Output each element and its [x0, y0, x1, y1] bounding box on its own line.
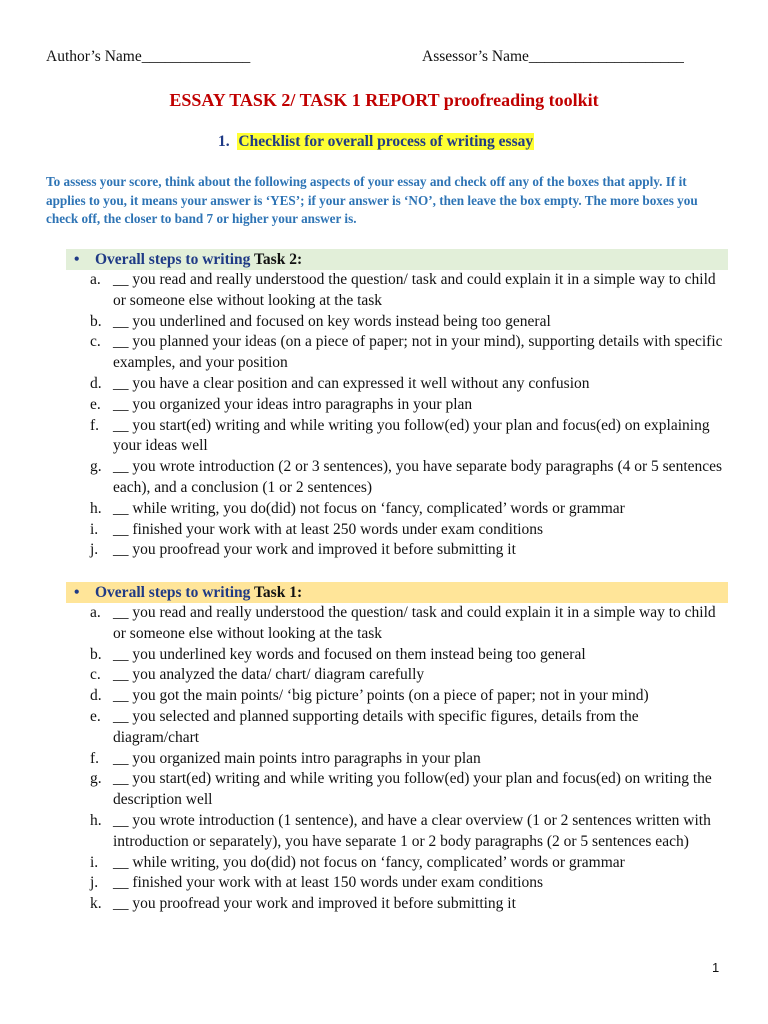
- intro-paragraph: To assess your score, think about the following aspects of your essay and check off any of the boxes that apply. If it applies to you, it means your answer is ‘YES’; if your answer is ‘NO’, then leave the box empty. The more boxes you check off, the closer to band 7 or higher your answer is.: [46, 174, 698, 226]
- checklist-item-text: __ finished your work with at least 150 words under exam conditions: [113, 874, 544, 892]
- bullet-icon: •: [74, 584, 80, 601]
- checklist-item-text: __ you underlined key words and focused on them instead being too general: [113, 645, 586, 663]
- checklist-item-letter: d.: [90, 374, 102, 392]
- checklist-item-letter: j.: [90, 874, 99, 892]
- checklist-item: [0, 395, 723, 416]
- checklist-item-letter: f.: [90, 416, 100, 434]
- checklist-item-letter: i.: [90, 853, 99, 871]
- checklist-item: [0, 811, 723, 853]
- checklist-item: [0, 270, 723, 312]
- checklist-item-text: __ you start(ed) writing and while writing you follow(ed) your plan and focus(ed) on writing the description well: [113, 770, 712, 809]
- checklist-item-letter: e.: [90, 707, 101, 725]
- checklist-item-letter: g.: [90, 770, 102, 788]
- checklist-item-letter: h.: [90, 811, 102, 829]
- checklist-item-letter: f.: [90, 749, 100, 767]
- task1-heading-band: [66, 582, 728, 603]
- checklist-item-letter: i.: [90, 520, 99, 538]
- checklist-item: [0, 312, 723, 333]
- checklist-item-letter: c.: [90, 666, 101, 684]
- checklist-item-letter: a.: [90, 271, 101, 288]
- task1-heading-task-name: Task 1:: [254, 584, 303, 601]
- checklist-item-letter: b.: [90, 312, 102, 330]
- checklist-item-text: __ you wrote introduction (1 sentence), and have a clear overview (1 or 2 sentences written with introduction or separately), you have separate 1 or 2 body paragraphs (2 or 5 sentences each): [113, 811, 711, 850]
- checklist-item: [0, 873, 723, 894]
- checklist-item-letter: j.: [90, 541, 99, 559]
- checklist-item: [0, 645, 723, 666]
- task2-checklist: [0, 270, 768, 561]
- checklist-item-text: __ you got the main points/ ‘big picture’ points (on a piece of paper; not in your mind): [113, 687, 649, 705]
- task2-heading-band: [66, 249, 728, 270]
- checklist-item: [0, 332, 723, 374]
- checklist-item: [0, 707, 723, 749]
- checklist-item-letter: a.: [90, 604, 101, 621]
- checklist-item: [0, 603, 723, 645]
- checklist-item-letter: e.: [90, 395, 101, 413]
- section-heading-text: Checklist for overall process of writing essay: [238, 133, 534, 150]
- page-number: 1: [712, 960, 720, 975]
- checklist-item-text: __ while writing, you do(did) not focus on ‘fancy, complicated’ words or grammar: [113, 499, 625, 517]
- checklist-item: [0, 520, 723, 541]
- checklist-item-text: __ you have a clear position and can expressed it well without any confusion: [113, 374, 590, 392]
- checklist-item-text: __ you analyzed the data/ chart/ diagram carefully: [113, 666, 425, 684]
- checklist-item-text: __ you proofread your work and improved it before submitting it: [113, 541, 516, 559]
- task1-checklist: [0, 603, 768, 915]
- checklist-item: [0, 374, 723, 395]
- document-title: ESSAY TASK 2/ TASK 1 REPORT proofreading toolkit: [169, 90, 599, 110]
- bullet-icon: •: [74, 251, 80, 268]
- checklist-item-text: __ you read and really understood the question/ task and could explain it in a simple way to child or someone else without looking at the task: [113, 604, 716, 642]
- checklist-item: [0, 457, 723, 499]
- section-heading: [218, 133, 534, 151]
- checklist-item-text: __ you organized main points intro paragraphs in your plan: [113, 749, 481, 767]
- checklist-item-letter: k.: [90, 895, 102, 913]
- task2-heading-prefix: Overall steps to writing: [95, 251, 255, 268]
- checklist-item: [0, 416, 723, 458]
- section-number: 1.: [218, 133, 230, 150]
- checklist-item-text: __ you start(ed) writing and while writing you follow(ed) your plan and focus(ed) on explaining your ideas well: [113, 416, 710, 455]
- checklist-item-letter: b.: [90, 645, 102, 663]
- checklist-item: [0, 894, 723, 915]
- checklist-item-text: __ finished your work with at least 250 words under exam conditions: [113, 520, 544, 538]
- checklist-item-text: __ you planned your ideas (on a piece of paper; not in your mind), supporting details with specific examples, and your position: [113, 333, 723, 372]
- checklist-item-text: __ you underlined and focused on key words instead being too general: [113, 312, 551, 330]
- checklist-item-text: __ you organized your ideas intro paragraphs in your plan: [113, 395, 473, 413]
- checklist-item-letter: g.: [90, 458, 102, 476]
- checklist-item-text: __ you read and really understood the question/ task and could explain it in a simple way to child or someone else without looking at the task: [113, 271, 716, 309]
- checklist-item: [0, 665, 723, 686]
- checklist-item: [0, 853, 723, 874]
- task2-heading-task-name: Task 2:: [254, 251, 303, 268]
- checklist-item: [0, 749, 723, 770]
- checklist-item: [0, 769, 723, 811]
- checklist-item-text: __ you proofread your work and improved it before submitting it: [113, 895, 516, 913]
- author-name-field: Author’s Name______________: [46, 48, 251, 65]
- task1-heading-prefix: Overall steps to writing: [95, 584, 255, 601]
- checklist-item: [0, 499, 723, 520]
- checklist-item-letter: c.: [90, 333, 101, 351]
- checklist-item: [0, 540, 723, 561]
- checklist-item-text: __ you wrote introduction (2 or 3 sentences), you have separate body paragraphs (4 or 5 sentences each), and a conclusion (1 or 2 sentences): [113, 458, 723, 496]
- checklist-item-letter: h.: [90, 499, 102, 517]
- assessor-name-field: Assessor’s Name____________________: [422, 48, 684, 65]
- checklist-item-letter: d.: [90, 687, 102, 705]
- checklist-item: [0, 686, 723, 707]
- checklist-item-text: __ while writing, you do(did) not focus on ‘fancy, complicated’ words or grammar: [113, 853, 625, 871]
- checklist-item-text: __ you selected and planned supporting details with specific figures, details from the diagram/chart: [113, 707, 639, 746]
